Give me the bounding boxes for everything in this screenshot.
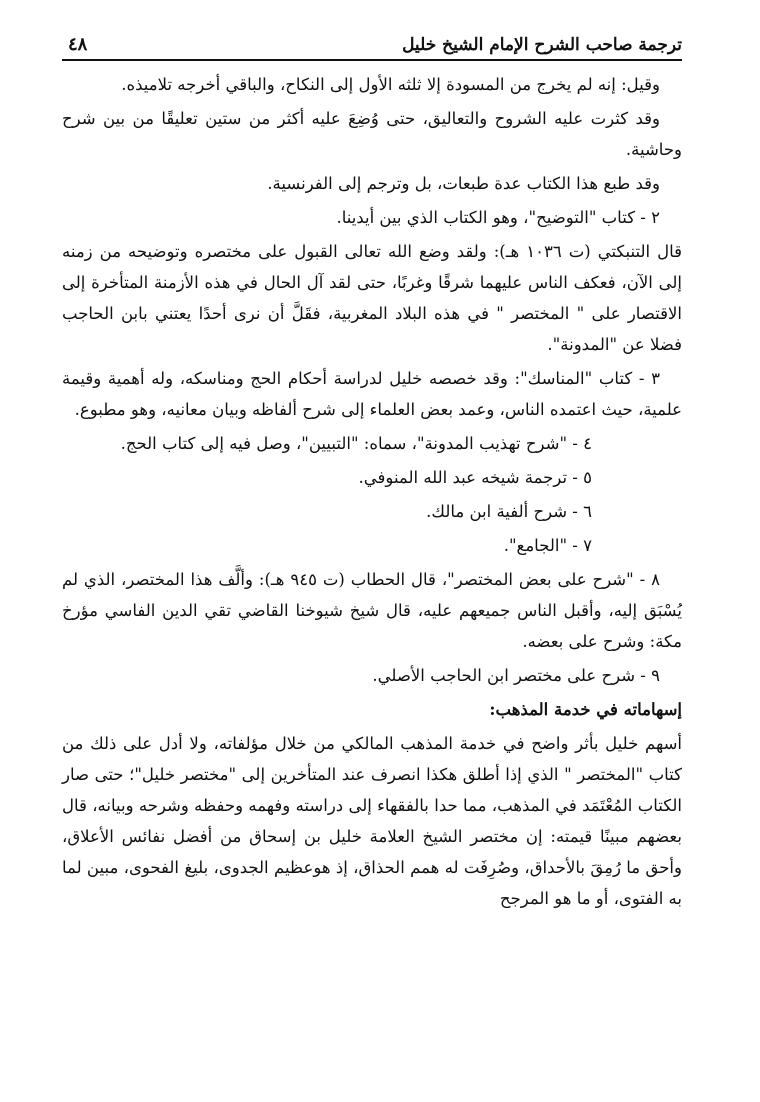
running-header xyxy=(62,34,682,61)
list-item: ٧ - "الجامع". xyxy=(503,536,592,555)
list-item: ٤ - "شرح تهذيب المدونة"، سماه: "التبيين"، وصل فيه إلى كتاب الحج. xyxy=(120,434,592,453)
header-title: ترجمة صاحب الشرح الإمام الشيخ خليل xyxy=(402,35,682,55)
paragraph: قال التنبكتي (ت ١٠٣٦ هـ): ولقد وضع الله تعالى القبول على مختصره وتوضيحه من زمنه إلى الآن، فعكف الناس عليهما شرقًا وغربًا، حتى لقد آل الحال في هذه الأزمنة المتأخرة إلى الاقتصار على " المختصر " في هذه البلاد المغربية، فقَلَّ أن نرى أحدًا يعتني بابن الحاجب فضلا عن "المدونة". xyxy=(62,242,682,354)
list-item: ٥ - ترجمة شيخه عبد الله المنوفي. xyxy=(358,468,592,487)
page-number: ٤٨ xyxy=(68,34,88,55)
list-item: ٦ - شرح ألفية ابن مالك. xyxy=(426,502,592,521)
list-item: ٩ - شرح على مختصر ابن الحاجب الأصلي. xyxy=(372,666,660,685)
list-item: ٨ - "شرح على بعض المختصر"، قال الحطاب (ت ٩٤٥ هـ): وألَّف هذا المختصر، الذي لم يُسْبَق إليه، وأقبل الناس جميعهم عليه، قال شيخ شيوخنا القاضي تقي الدين الفاسي مؤرخ مكة: وشرح على بعضه. xyxy=(62,570,682,651)
paragraph: وقد كثرت عليه الشروح والتعاليق، حتى وُضِعَ عليه أكثر من ستين تعليقًا من بين شرح وحاشية. xyxy=(62,109,682,159)
paragraph: أسهم خليل بأثر واضح في خدمة المذهب المالكي من خلال مؤلفاته، ولا أدل على ذلك من كتاب "المختصر " الذي إذا أطلق هكذا انصرف عند المتأخرين إلى "مختصر خليل"؛ حتى صار الكتاب المُعْتَمَد في المذهب، مما حدا بالفقهاء إلى دراسته وفهمه وحفظه وشرحه وبيانه، قال بعضهم مبينًا قيمته: إن مختصر الشيخ العلامة خليل بن إسحاق من أفضل نفائس الأعلاق، وأحق ما رُمِقَ بالأحداق، وصُرِفَت له همم الحذاق، إذ هوعظيم الجدوى، بليغ الفحوى، مبين لما به الفتوى، أو ما هو المرجح xyxy=(62,734,682,908)
paragraph: وقد طبع هذا الكتاب عدة طبعات، بل وترجم إلى الفرنسية. xyxy=(267,174,660,193)
paragraph: وقيل: إنه لم يخرج من المسودة إلا ثلثه الأول إلى النكاح، والباقي أخرجه تلاميذه. xyxy=(121,75,660,94)
list-item: ٣ - كتاب "المناسك": وقد خصصه خليل لدراسة أحكام الحج ومناسكه، وله أهمية وقيمة علمية، حيث اعتمده الناس، وعمد بعض العلماء إلى شرح ألفاظه وبيان معانيه، وهو مطبوع. xyxy=(62,369,682,419)
page-body xyxy=(62,69,682,914)
section-heading: إسهاماته في خدمة المذهب: xyxy=(489,700,682,719)
list-item: ٢ - كتاب "التوضيح"، وهو الكتاب الذي بين أيدينا. xyxy=(336,208,660,227)
